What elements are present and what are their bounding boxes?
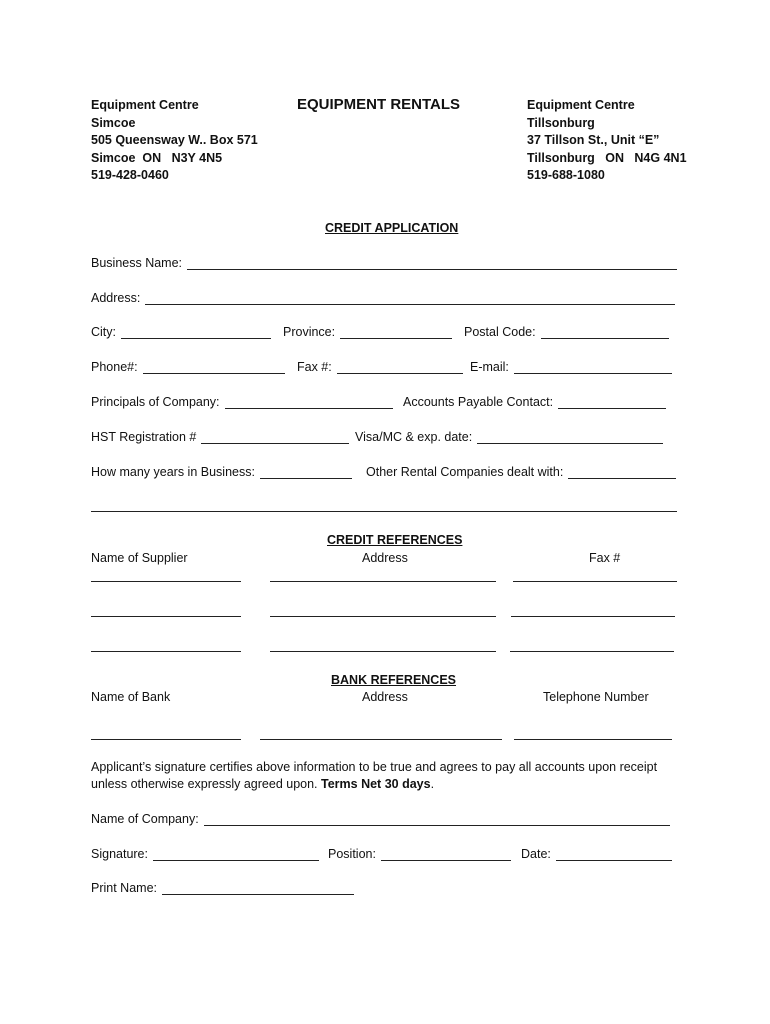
address-line[interactable] (145, 292, 675, 305)
other-rental-continuation-line[interactable] (91, 511, 677, 512)
hst-field[interactable] (91, 430, 349, 444)
bank-name-line[interactable] (91, 739, 241, 740)
simcoe-address-line: Simcoe (91, 115, 136, 130)
tillsonburg-address-line: 519-688-1080 (527, 168, 605, 182)
company-name-line[interactable] (204, 813, 670, 826)
supplier-name-line[interactable] (91, 616, 241, 617)
page-title: EQUIPMENT RENTALS (297, 96, 461, 113)
province-line[interactable] (340, 326, 452, 339)
tillsonburg-address-line: 37 Tillson St., Unit “E” (527, 133, 660, 147)
tillsonburg-address-line: Tillsonburg (527, 115, 595, 130)
bank-phone-line[interactable] (514, 739, 672, 740)
simcoe-address-line: 505 Queensway W.. Box 571 (91, 133, 258, 147)
tillsonburg-address (527, 97, 687, 185)
simcoe-address (91, 97, 258, 185)
date-line[interactable] (556, 848, 672, 861)
date-label: Date: (521, 847, 551, 861)
bank-address-line[interactable] (260, 739, 502, 740)
fax-label: Fax #: (297, 360, 332, 374)
fax-field[interactable] (297, 360, 463, 374)
tillsonburg-address-line: Tillsonburg ON N4G 4N1 (527, 150, 687, 165)
phone-line[interactable] (143, 361, 285, 374)
print-name-line[interactable] (162, 882, 354, 895)
payment-terms: Terms Net 30 days (321, 777, 431, 791)
city-label: City: (91, 325, 116, 339)
supplier-address-column-header: Address (362, 551, 408, 565)
ap-contact-label: Accounts Payable Contact: (403, 395, 554, 409)
email-line[interactable] (514, 361, 672, 374)
bank-references-heading: BANK REFERENCES (331, 673, 457, 687)
supplier-column-header: Name of Supplier (91, 551, 188, 565)
supplier-name-line[interactable] (91, 651, 241, 652)
simcoe-address-line: 519-428-0460 (91, 168, 169, 182)
fax-line[interactable] (337, 361, 463, 374)
supplier-fax-column-header: Fax # (589, 551, 621, 565)
visa-label: Visa/MC & exp. date: (355, 430, 473, 444)
phone-field[interactable] (91, 360, 285, 374)
province-label: Province: (283, 325, 336, 339)
position-label: Position: (328, 847, 376, 861)
postal-code-label: Postal Code: (464, 325, 536, 339)
other-rental-line[interactable] (568, 466, 676, 479)
simcoe-address-line: Equipment Centre (91, 98, 199, 112)
principals-field[interactable] (91, 395, 393, 409)
credit-references-heading: CREDIT REFERENCES (327, 533, 463, 547)
signature-label: Signature: (91, 847, 148, 861)
signature-field[interactable] (91, 847, 319, 861)
visa-field[interactable] (355, 430, 663, 444)
principals-label: Principals of Company: (91, 395, 220, 409)
ap-contact-line[interactable] (558, 396, 666, 409)
city-line[interactable] (121, 326, 271, 339)
supplier-address-line[interactable] (270, 651, 496, 652)
print-name-label: Print Name: (91, 881, 157, 895)
principals-line[interactable] (225, 396, 393, 409)
years-label: How many years in Business: (91, 465, 255, 479)
supplier-fax-line[interactable] (510, 651, 674, 652)
supplier-address-line[interactable] (270, 581, 496, 582)
province-field[interactable] (283, 325, 452, 339)
business-name-field[interactable] (91, 256, 677, 270)
bank-phone-column-header: Telephone Number (543, 690, 649, 704)
credit-application-heading: CREDIT APPLICATION (325, 221, 459, 235)
business-name-line[interactable] (187, 257, 677, 270)
postal-code-line[interactable] (541, 326, 669, 339)
supplier-address-line[interactable] (270, 616, 496, 617)
print-name-field[interactable] (91, 881, 354, 895)
business-name-label: Business Name: (91, 256, 183, 270)
visa-line[interactable] (477, 431, 663, 444)
bank-name-column-header: Name of Bank (91, 690, 171, 704)
payment-terms-period: . (430, 777, 435, 791)
address-label: Address: (91, 291, 141, 305)
supplier-name-line[interactable] (91, 581, 241, 582)
hst-line[interactable] (201, 431, 349, 444)
supplier-fax-line[interactable] (511, 616, 675, 617)
years-line[interactable] (260, 466, 352, 479)
other-rental-label: Other Rental Companies dealt with: (366, 465, 564, 479)
city-field[interactable] (91, 325, 271, 339)
company-name-label: Name of Company: (91, 812, 199, 826)
position-field[interactable] (328, 847, 511, 861)
supplier-fax-line[interactable] (513, 581, 677, 582)
tillsonburg-address-line: Equipment Centre (527, 98, 635, 112)
certification-statement: Applicant’s signature certifies above information to be true and agrees to pay all accounts upon receipt unless otherwise expressly agreed upon. (91, 760, 658, 791)
postal-code-field[interactable] (464, 325, 669, 339)
ap-contact-field[interactable] (403, 395, 666, 409)
simcoe-address-line: Simcoe ON N3Y 4N5 (91, 150, 223, 165)
years-field[interactable] (91, 465, 352, 479)
email-label: E-mail: (470, 360, 509, 374)
address-field[interactable] (91, 291, 675, 305)
date-field[interactable] (521, 847, 672, 861)
position-line[interactable] (381, 848, 511, 861)
other-rental-field[interactable] (366, 465, 676, 479)
signature-line[interactable] (153, 848, 319, 861)
certification-text (91, 759, 691, 793)
email-field[interactable] (470, 360, 672, 374)
company-name-field[interactable] (91, 812, 670, 826)
bank-address-column-header: Address (362, 690, 408, 704)
hst-label: HST Registration # (91, 430, 197, 444)
phone-label: Phone#: (91, 360, 138, 374)
